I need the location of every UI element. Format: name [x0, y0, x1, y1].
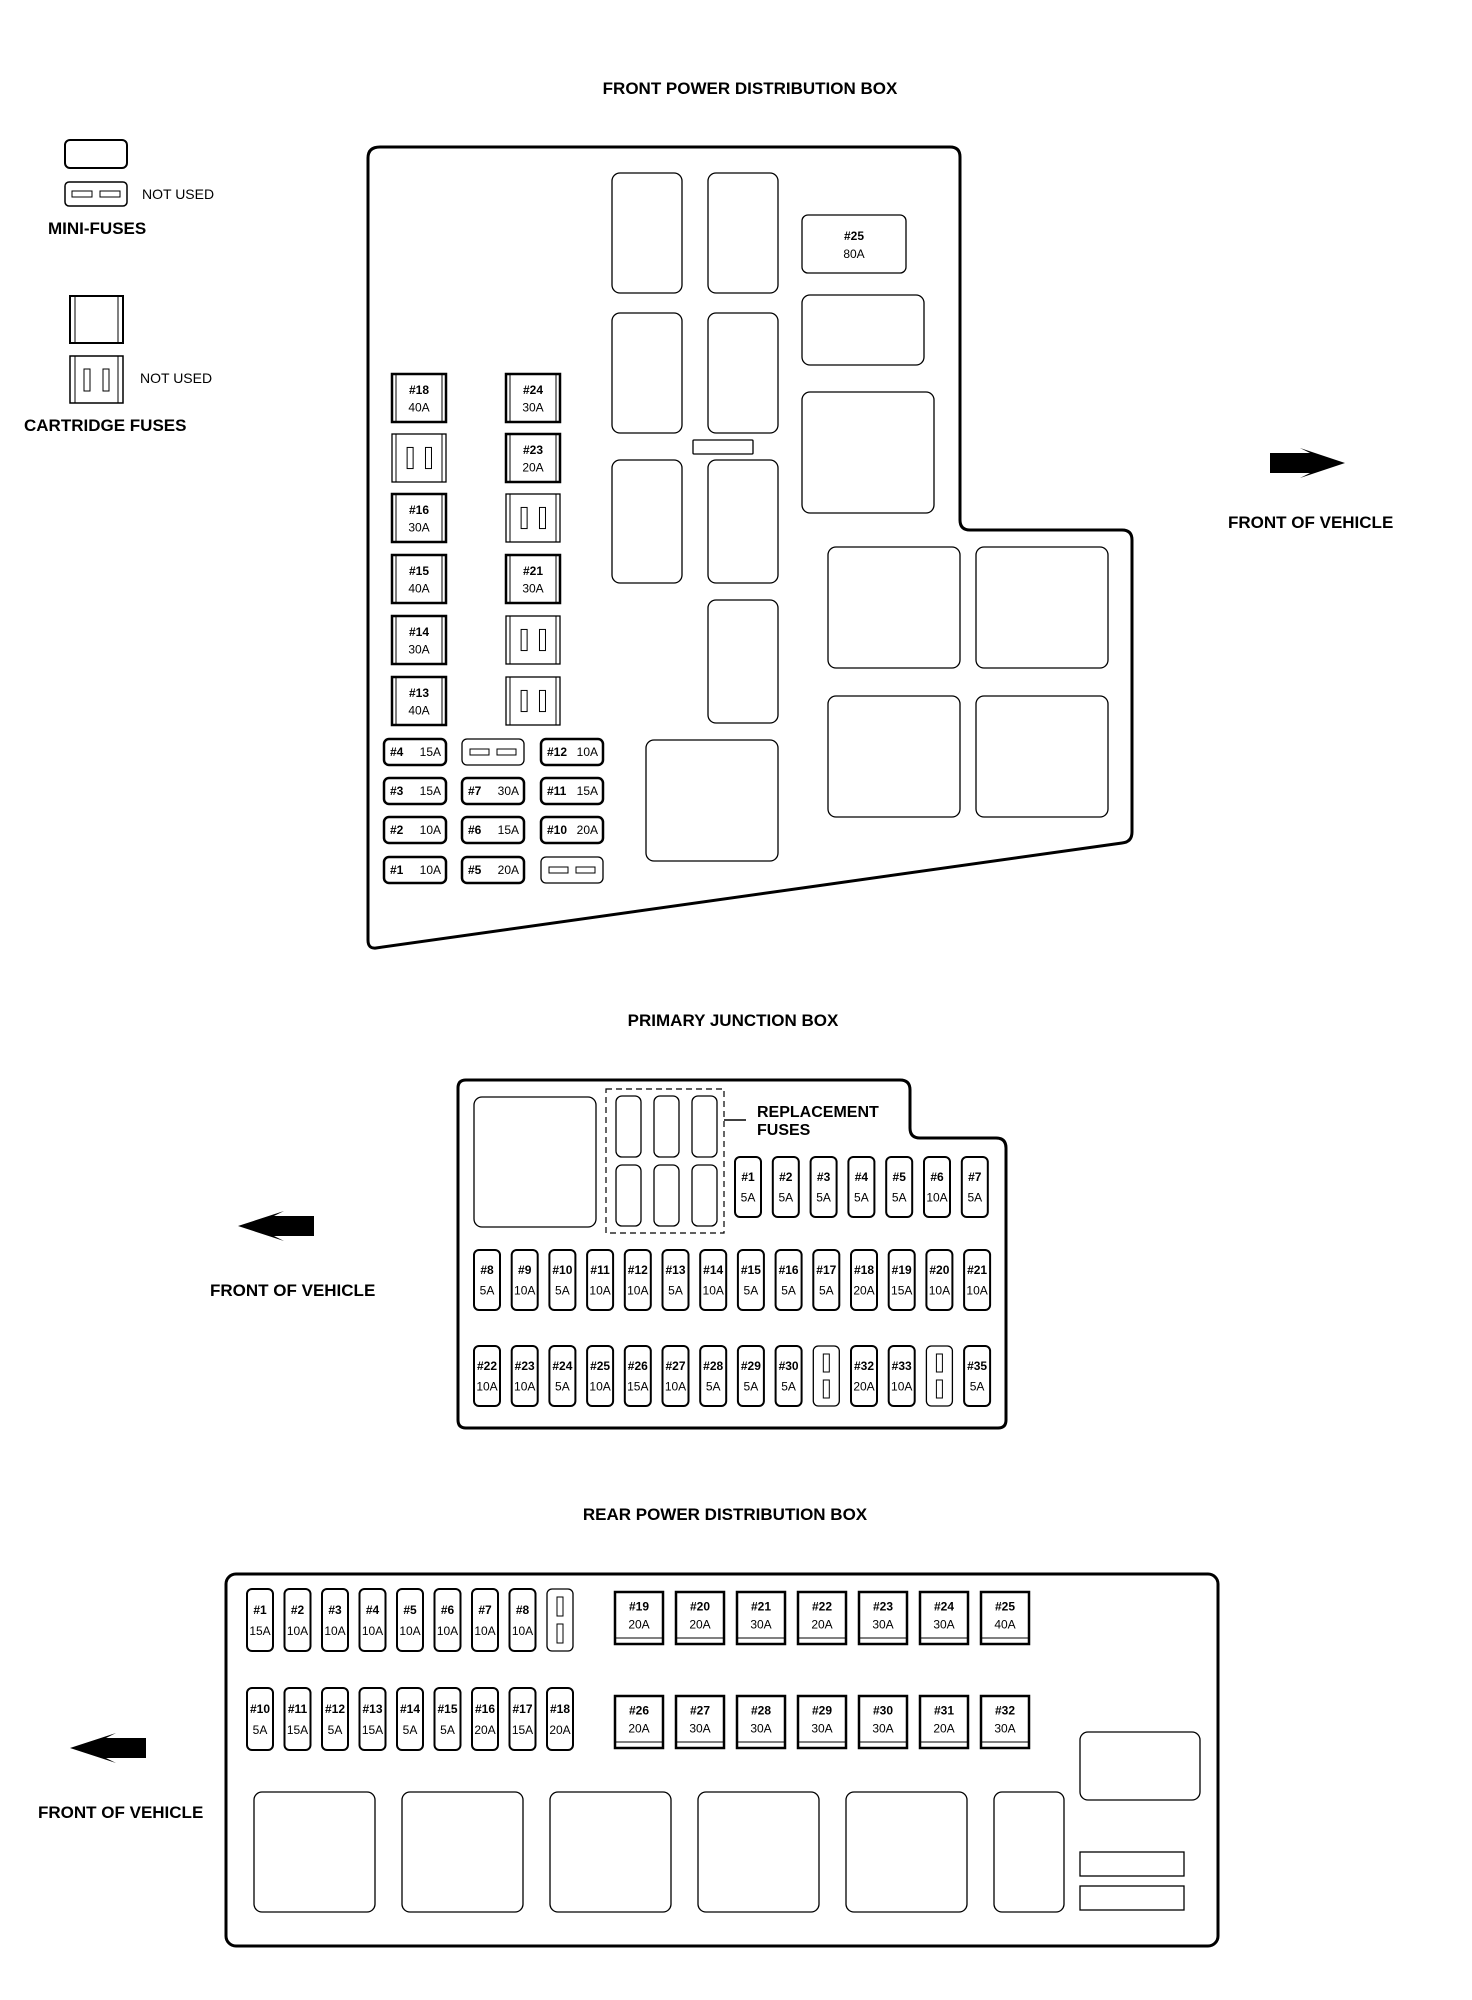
mini-fuse — [811, 1157, 837, 1217]
mini-fuse — [735, 1157, 761, 1217]
fuse-amperage: 10A — [419, 823, 441, 838]
mini-fuse — [510, 1688, 536, 1750]
fuse-number: #9 — [518, 1263, 532, 1277]
cartridge-slot-unused — [392, 434, 446, 482]
primary-jb-title: PRIMARY JUNCTION BOX — [627, 1011, 839, 1030]
replacement-fuse-slot — [616, 1165, 641, 1226]
mini-fuse — [776, 1250, 802, 1310]
cartridge-fuse — [615, 1592, 663, 1644]
mini-fuse — [384, 739, 446, 765]
fuse-number: #10 — [552, 1263, 573, 1277]
fuse-amperage: 5A — [967, 1190, 983, 1205]
fuse-amperage: 5A — [854, 1190, 869, 1205]
fuse-number: #19 — [628, 1599, 650, 1614]
fuse-amperage: 15A — [511, 1722, 534, 1737]
fuse-amperage: 10A — [514, 1283, 536, 1298]
fuse-number: #30 — [872, 1703, 894, 1718]
fuse-amperage: 30A — [522, 581, 544, 596]
mini-fuse — [510, 1589, 536, 1651]
fuse-number: #29 — [811, 1703, 833, 1718]
mini-fuse-slot-unused — [813, 1346, 839, 1406]
cartridge-fuse — [798, 1592, 846, 1644]
fuse-number: #1 — [390, 863, 404, 878]
fuse-number: #3 — [390, 784, 404, 799]
fuse-number: #18 — [853, 1263, 875, 1277]
fuse-number: #7 — [468, 784, 482, 799]
fuse-number: #5 — [468, 863, 482, 878]
mini-fuse — [397, 1688, 423, 1750]
cartridge-fuse — [920, 1696, 968, 1748]
fuse-amperage: 20A — [933, 1721, 955, 1736]
fuse-number: #7 — [968, 1170, 982, 1184]
mini-fuse — [700, 1346, 726, 1406]
replacement-fuse-slot — [654, 1096, 679, 1157]
fuse-amperage: 5A — [740, 1190, 756, 1205]
mini-fuse — [474, 1250, 500, 1310]
replacement-fuse-slot — [692, 1165, 717, 1226]
fuse-number: #13 — [408, 686, 430, 701]
cartridge-fuse — [392, 494, 446, 542]
mini-fuse — [813, 1250, 839, 1310]
front-pdb-relays — [612, 173, 1108, 861]
fuse-number: #6 — [440, 1602, 455, 1617]
mini-fuses-label: MINI-FUSES — [48, 219, 147, 238]
fuse-amperage: 5A — [816, 1190, 831, 1205]
rear-power-distribution-box — [226, 1574, 1218, 1946]
fuse-number: #16 — [408, 503, 430, 518]
fuse-number: #25 — [843, 229, 865, 243]
fuse-number: #2 — [390, 823, 404, 838]
fuse-amperage: 5A — [891, 1190, 907, 1205]
cartridge-fuse — [859, 1696, 907, 1748]
fuse-amperage: 30A — [750, 1617, 772, 1632]
front-mini-fuses — [384, 739, 603, 883]
fuse-number: #4 — [365, 1602, 380, 1617]
mini-fuse-slot-unused — [926, 1346, 952, 1406]
fuse-number: #25 — [590, 1359, 611, 1373]
fuse-amperage: 20A — [689, 1617, 711, 1632]
cartridge-fuse-legend-icon — [70, 296, 123, 343]
front-cartridge-fuses — [392, 374, 560, 725]
cartridge-fuse — [392, 616, 446, 664]
mini-fuse — [776, 1346, 802, 1406]
fuse-amperage: 15A — [891, 1283, 913, 1298]
fuse-number: #17 — [512, 1701, 533, 1716]
fuse-amperage: 20A — [853, 1379, 875, 1394]
fuse-amperage: 30A — [689, 1721, 711, 1736]
fuse-number: #27 — [665, 1359, 686, 1373]
fuse-amperage: 40A — [408, 581, 430, 596]
fuse-amperage: 5A — [327, 1722, 343, 1737]
fuse-amperage: 30A — [933, 1617, 955, 1632]
mini-fuse — [541, 778, 603, 804]
fuse-number: #10 — [547, 823, 568, 838]
fuse-amperage: 20A — [474, 1722, 496, 1737]
fuse-number: #2 — [290, 1602, 305, 1617]
fuse-amperage: 10A — [966, 1283, 988, 1298]
fuse-number: #31 — [933, 1703, 955, 1718]
fuse-number: #4 — [390, 745, 404, 760]
front-of-vehicle-label-1: FRONT OF VEHICLE — [1228, 513, 1394, 532]
fuse-amperage: 15A — [497, 823, 519, 838]
mini-fuse — [587, 1346, 613, 1406]
fuse-number: #4 — [854, 1170, 869, 1184]
fuse-number: #13 — [362, 1701, 383, 1716]
mini-fuse — [285, 1688, 311, 1750]
fuse-amperage: 10A — [928, 1283, 951, 1298]
fuse-amperage: 10A — [476, 1379, 498, 1394]
mini-fuse — [625, 1250, 651, 1310]
fuse-number: #12 — [627, 1263, 648, 1277]
cartridge-fuse — [676, 1592, 724, 1644]
mini-fuse — [247, 1589, 273, 1651]
mini-fuse — [541, 817, 603, 843]
primary-junction-box — [458, 1080, 1006, 1428]
mini-fuse — [547, 1688, 573, 1750]
fuse-number: #15 — [437, 1701, 458, 1716]
mini-fuse — [384, 857, 446, 883]
fuse-amperage: 5A — [555, 1379, 570, 1394]
fuse-amperage: 10A — [514, 1379, 536, 1394]
fuse-number: #23 — [522, 443, 544, 458]
mini-fuse — [512, 1250, 538, 1310]
fuse-number: #6 — [468, 823, 482, 838]
fuse-amperage: 5A — [743, 1283, 759, 1298]
mini-fuse — [435, 1589, 461, 1651]
fuse-number: #28 — [703, 1359, 724, 1373]
fuse-amperage: 20A — [549, 1722, 571, 1737]
fuse-amperage: 20A — [497, 863, 519, 878]
fuse-number: #16 — [474, 1701, 496, 1716]
mini-fuse — [700, 1250, 726, 1310]
fuse-number: #14 — [399, 1701, 421, 1716]
front-of-vehicle-label-3: FRONT OF VEHICLE — [38, 1803, 204, 1822]
fuse-amperage: 10A — [474, 1623, 496, 1638]
fuse-amperage: 10A — [419, 863, 441, 878]
fuse-amperage: 5A — [668, 1283, 683, 1298]
mini-fuse — [322, 1688, 348, 1750]
fuse-number: #8 — [515, 1602, 530, 1617]
fuse-number: #21 — [522, 564, 544, 579]
fuse-number: #22 — [811, 1599, 833, 1614]
fuse-amperage: 5A — [555, 1283, 570, 1298]
mini-fuse — [462, 817, 524, 843]
mini-fuse — [663, 1346, 689, 1406]
fuse-number: #6 — [930, 1170, 944, 1184]
mini-fuse — [360, 1589, 386, 1651]
mini-not-used-label: NOT USED — [142, 186, 215, 202]
mini-fuse — [587, 1250, 613, 1310]
mini-fuse — [472, 1688, 498, 1750]
fuse-amperage: 5A — [743, 1379, 759, 1394]
fuse-amperage: 40A — [994, 1617, 1016, 1632]
fuse-number: #5 — [892, 1170, 906, 1184]
fuse-amperage: 5A — [705, 1379, 721, 1394]
fuse-amperage: 10A — [664, 1379, 687, 1394]
fuse-number: #28 — [750, 1703, 772, 1718]
fuse-number: #1 — [741, 1170, 755, 1184]
fuse-number: #25 — [994, 1599, 1016, 1614]
mini-fuse — [964, 1250, 990, 1310]
fuse-amperage: 10A — [436, 1623, 459, 1638]
mini-fuse — [462, 857, 524, 883]
fuse-number: #27 — [689, 1703, 711, 1718]
fuse-amperage: 5A — [781, 1283, 796, 1298]
front-of-vehicle-arrow-right — [1270, 448, 1345, 478]
mini-fuse — [384, 778, 446, 804]
fuse-number: #32 — [994, 1703, 1016, 1718]
fuse-number: #20 — [689, 1599, 711, 1614]
fuse-number: #14 — [408, 625, 430, 640]
fuse-amperage: 5A — [479, 1283, 495, 1298]
rear-pdb-relays — [254, 1732, 1200, 1912]
cartridge-fuse — [859, 1592, 907, 1644]
mini-fuse — [285, 1589, 311, 1651]
mini-fuse — [247, 1688, 273, 1750]
replacement-fuse-slots — [616, 1096, 717, 1226]
cartridge-slot-unused — [506, 677, 560, 725]
fuse-amperage: 30A — [872, 1721, 894, 1736]
cartridge-fuse — [981, 1592, 1029, 1644]
front-of-vehicle-label-2: FRONT OF VEHICLE — [210, 1281, 376, 1300]
cartridge-fuse — [615, 1696, 663, 1748]
mini-fuse — [848, 1157, 874, 1217]
cartridge-fuse — [392, 555, 446, 603]
mini-fuse — [889, 1250, 915, 1310]
fuse-number: #15 — [408, 564, 430, 579]
fuse-number: #7 — [478, 1602, 492, 1617]
fuse-number: #24 — [933, 1599, 955, 1614]
fuse-number: #26 — [627, 1359, 648, 1373]
fuse-amperage: 5A — [402, 1722, 418, 1737]
mini-fuse — [462, 778, 524, 804]
fuse-amperage: 20A — [853, 1283, 875, 1298]
fuse-amperage: 30A — [750, 1721, 772, 1736]
mini-fuse-legend-icon — [65, 140, 127, 168]
mini-fuse-slot-unused — [547, 1589, 573, 1651]
fuse-number: #15 — [740, 1263, 761, 1277]
fuse-amperage: 5A — [818, 1283, 834, 1298]
fuse-amperage: 30A — [408, 520, 430, 535]
fuse-number: #21 — [967, 1263, 988, 1277]
fuse-amperage: 10A — [589, 1283, 611, 1298]
fuse-number: #16 — [778, 1263, 799, 1277]
mini-fuse — [738, 1346, 764, 1406]
fuse-number: #13 — [665, 1263, 686, 1277]
fuse-amperage: 20A — [522, 460, 544, 475]
fuse-amperage: 10A — [926, 1190, 948, 1205]
fuse-amperage: 30A — [811, 1721, 833, 1736]
fuse-number: #23 — [514, 1359, 535, 1373]
fuse-amperage: 10A — [361, 1623, 384, 1638]
mini-fuse — [964, 1346, 990, 1406]
mini-fuse-not-used-legend-icon — [65, 182, 127, 206]
cartridge-fuse — [392, 374, 446, 422]
fuse-amperage: 10A — [589, 1379, 611, 1394]
mini-fuse — [384, 817, 446, 843]
fuse-amperage: 10A — [576, 745, 598, 760]
cartridge-fuse — [392, 677, 446, 725]
fuse-amperage: 20A — [628, 1721, 650, 1736]
cartridge-fuse — [506, 434, 560, 482]
fuse-number: #29 — [740, 1359, 761, 1373]
cartridge-slot-unused — [506, 616, 560, 664]
fuse-amperage: 10A — [627, 1283, 649, 1298]
fuse-number: #26 — [628, 1703, 650, 1718]
primary-jb-fuses — [474, 1157, 990, 1406]
fuse-amperage: 30A — [994, 1721, 1016, 1736]
fuse-amperage: 20A — [576, 823, 598, 838]
mini-fuse — [738, 1250, 764, 1310]
mini-fuse — [851, 1346, 877, 1406]
fuse-amperage: 15A — [627, 1379, 649, 1394]
fuse-amperage: 30A — [408, 642, 430, 657]
mini-fuse — [541, 739, 603, 765]
front-of-vehicle-arrow-left — [238, 1211, 314, 1241]
cartridge-fuse — [737, 1592, 785, 1644]
fuse-number: #5 — [403, 1602, 417, 1617]
fuse-number: #11 — [547, 784, 567, 799]
cartridge-fuse — [981, 1696, 1029, 1748]
front-power-distribution-box — [368, 147, 1132, 948]
fuse-number: #3 — [328, 1602, 342, 1617]
mini-fuse — [625, 1346, 651, 1406]
fuse-number: #12 — [324, 1701, 346, 1716]
fuse-amperage: 10A — [702, 1283, 724, 1298]
mini-fuse — [472, 1589, 498, 1651]
fuse-number: #2 — [779, 1170, 793, 1184]
mini-fuse — [435, 1688, 461, 1750]
fuse-number: #14 — [703, 1263, 724, 1277]
fuse-amperage: 80A — [843, 247, 865, 261]
fuse-number: #23 — [872, 1599, 894, 1614]
fuse-amperage: 5A — [252, 1722, 268, 1737]
fuse-number: #19 — [891, 1263, 912, 1277]
fuse-number: #32 — [853, 1359, 875, 1373]
replacement-fuse-slot — [692, 1096, 717, 1157]
mini-fuse — [549, 1346, 575, 1406]
fuse-amperage: 40A — [408, 703, 430, 718]
fuse-number: #11 — [287, 1701, 308, 1716]
fuse-amperage: 15A — [249, 1623, 271, 1638]
cartridge-fuse — [798, 1696, 846, 1748]
fuse-number: #24 — [522, 383, 544, 398]
mini-fuse — [474, 1346, 500, 1406]
fuse-amperage: 5A — [440, 1722, 455, 1737]
fuse-number: #8 — [480, 1263, 494, 1277]
fuse-amperage: 5A — [781, 1379, 796, 1394]
fuse-amperage: 30A — [522, 400, 544, 415]
mini-fuse-slot-unused — [462, 739, 524, 765]
cartridge-not-used-label: NOT USED — [140, 370, 213, 386]
mini-fuse — [512, 1346, 538, 1406]
cartridge-fuses-label: CARTRIDGE FUSES — [24, 416, 187, 435]
mini-fuse — [924, 1157, 950, 1217]
legend — [24, 140, 214, 435]
mini-fuse — [322, 1589, 348, 1651]
mini-fuse-slot-unused — [541, 857, 603, 883]
fuse-number: #12 — [547, 745, 568, 760]
fuse-number: #24 — [552, 1359, 573, 1373]
fuse-number: #21 — [750, 1599, 772, 1614]
fuse-amperage: 10A — [891, 1379, 913, 1394]
fuse-amperage: 10A — [324, 1623, 346, 1638]
mini-fuse — [851, 1250, 877, 1310]
mini-fuse — [889, 1346, 915, 1406]
fuse-amperage: 30A — [872, 1617, 894, 1632]
mini-fuse — [926, 1250, 952, 1310]
replacement-fuses-area — [606, 1089, 724, 1233]
fuse-number: #30 — [778, 1359, 799, 1373]
mini-fuse — [549, 1250, 575, 1310]
fuse-number: #11 — [590, 1263, 610, 1277]
fuse-amperage: 5A — [778, 1190, 794, 1205]
mini-fuse — [663, 1250, 689, 1310]
cartridge-slot-unused — [506, 494, 560, 542]
fuse-number: #33 — [891, 1359, 912, 1373]
fuse-number: #10 — [249, 1701, 271, 1716]
fuse-amperage: 20A — [628, 1617, 650, 1632]
replacement-label-line-1: REPLACEMENT — [757, 1104, 879, 1121]
front-pdb-title: FRONT POWER DISTRIBUTION BOX — [602, 79, 898, 98]
fuse-amperage: 15A — [576, 784, 598, 799]
fuse-amperage: 5A — [969, 1379, 985, 1394]
cartridge-fuse — [506, 374, 560, 422]
cartridge-fuse — [920, 1592, 968, 1644]
rear-pdb-title: REAR POWER DISTRIBUTION BOX — [582, 1505, 868, 1524]
fuse-number: #18 — [549, 1701, 571, 1716]
cartridge-fuse-not-used-legend-icon — [70, 356, 123, 403]
cartridge-fuse — [676, 1696, 724, 1748]
cartridge-fuse — [506, 555, 560, 603]
fuse-amperage: 20A — [811, 1617, 833, 1632]
fuse-amperage: 10A — [511, 1623, 534, 1638]
fuse-number: #17 — [816, 1263, 837, 1277]
front-fuse-25 — [802, 215, 906, 273]
mini-fuse — [962, 1157, 988, 1217]
rear-pdb-fuses — [247, 1589, 1029, 1750]
front-of-vehicle-arrow-left-rear — [70, 1733, 146, 1763]
mini-fuse — [397, 1589, 423, 1651]
fuse-amperage: 40A — [408, 400, 430, 415]
fuse-number: #18 — [408, 383, 430, 398]
fuse-number: #20 — [929, 1263, 950, 1277]
fuse-amperage: 15A — [419, 745, 441, 760]
fuse-number: #3 — [816, 1170, 831, 1184]
mini-fuse — [773, 1157, 799, 1217]
fuse-amperage: 15A — [419, 784, 441, 799]
replacement-fuse-slot — [654, 1165, 679, 1226]
mini-fuse — [886, 1157, 912, 1217]
replacement-label-line-2: FUSES — [757, 1122, 811, 1139]
fuse-amperage: 15A — [286, 1722, 309, 1737]
fuse-number: #35 — [967, 1359, 988, 1373]
fuse-number: #22 — [476, 1359, 498, 1373]
fuse-amperage: 15A — [361, 1722, 384, 1737]
fuse-number: #1 — [253, 1602, 267, 1617]
fuse-amperage: 30A — [497, 784, 519, 799]
replacement-fuse-slot — [616, 1096, 641, 1157]
fuse-amperage: 10A — [399, 1623, 421, 1638]
primary-jb-relay — [474, 1097, 596, 1227]
fuse-amperage: 10A — [286, 1623, 309, 1638]
cartridge-fuse — [737, 1696, 785, 1748]
mini-fuse — [360, 1688, 386, 1750]
